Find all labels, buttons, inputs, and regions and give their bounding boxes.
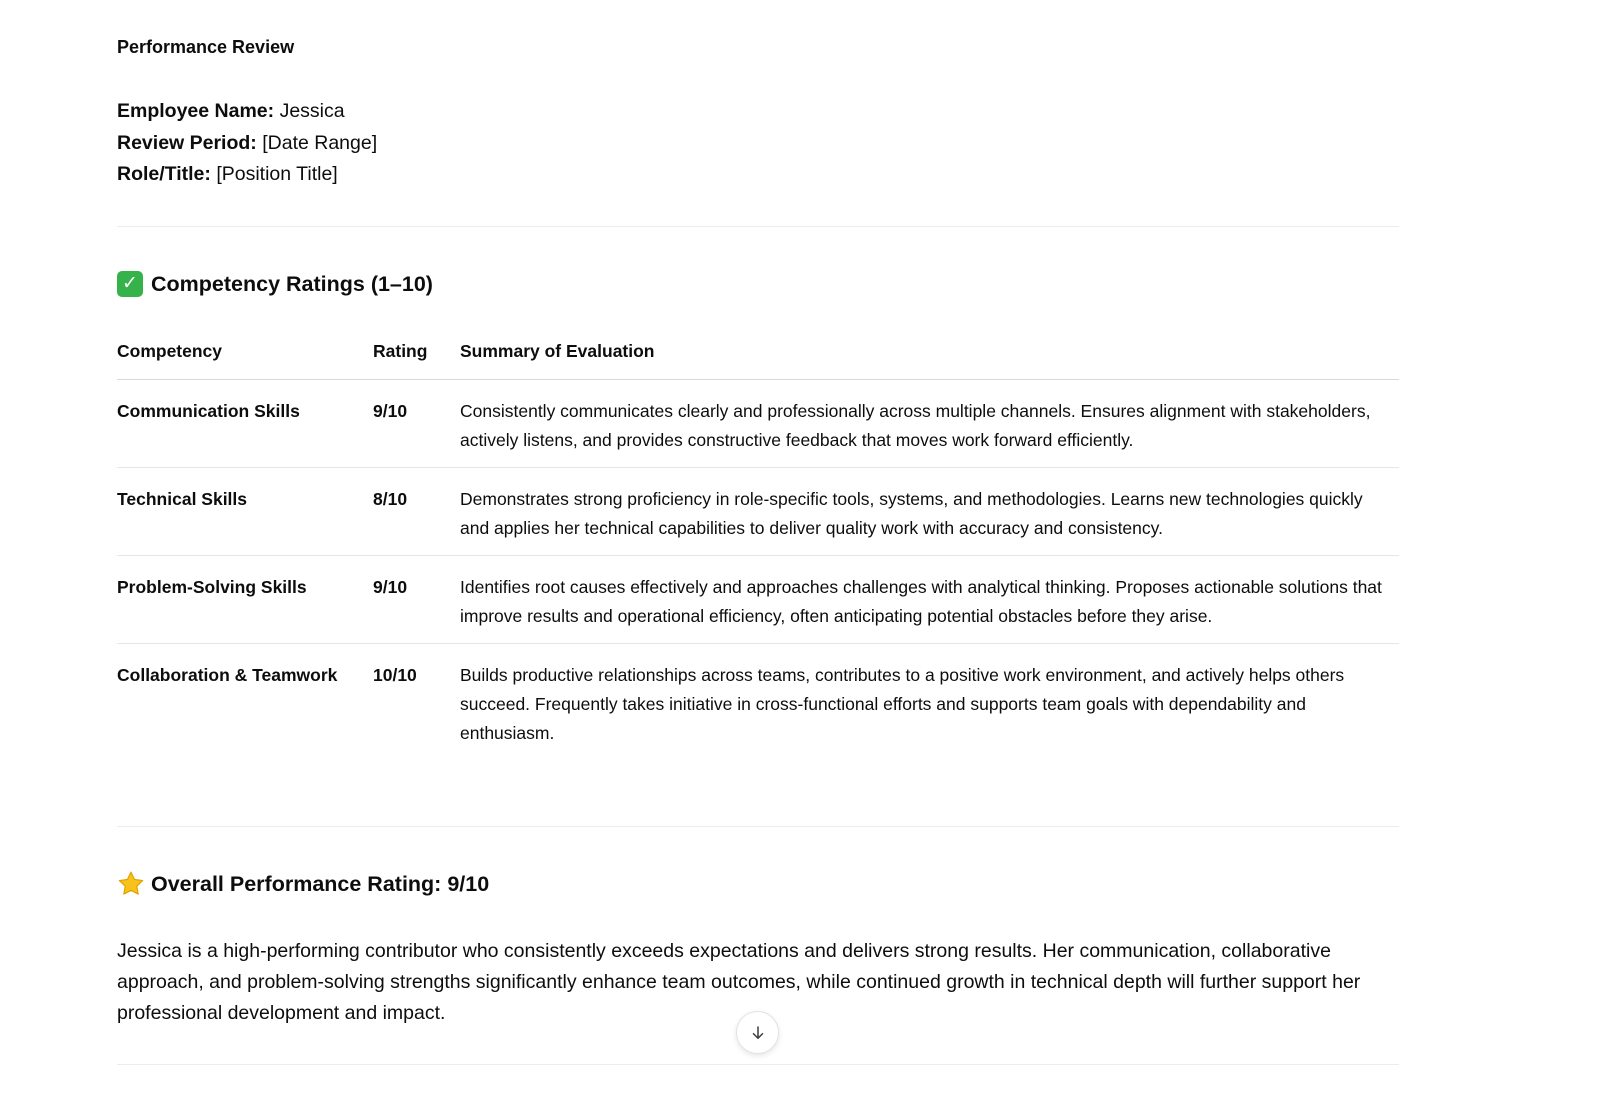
- table-row: [117, 379, 1399, 467]
- divider: [117, 826, 1399, 827]
- meta-review-period: [117, 128, 1399, 160]
- rating-cell: 10/10: [373, 664, 417, 685]
- rating-cell: 8/10: [373, 467, 460, 555]
- table-row: [117, 643, 1399, 760]
- overall-summary-paragraph: Jessica is a high-performing contributor who consistently exceeds expectations and delivers strong results. Her communication, collaborative approach, and problem-solving strengths significantly enhance team outcomes, while continued growth in technical depth will further support her professional development and impact.: [117, 939, 1361, 1024]
- meta-label: Role/Title:: [117, 163, 211, 185]
- competency-cell: Problem-Solving Skills: [117, 555, 373, 643]
- table-row: [117, 467, 1399, 555]
- arrow-down-icon: [749, 1024, 767, 1042]
- rating-cell: 9/10: [373, 555, 460, 643]
- meta-value: [Date Range]: [262, 131, 378, 154]
- star-icon: [117, 870, 145, 898]
- employee-meta: [117, 96, 1399, 191]
- document-title: Performance Review: [117, 37, 295, 57]
- meta-value: Jessica: [279, 100, 345, 122]
- competency-cell: Communication Skills: [117, 379, 373, 467]
- column-header-competency: Competency: [117, 339, 373, 380]
- summary-cell: Demonstrates strong proficiency in role-specific tools, systems, and methodologies. Learns new technologies quickly and applies her technical capabilities to deliver quality work with accuracy and consistency.: [460, 467, 1399, 555]
- summary-cell: Builds productive relationships across teams, contributes to a positive work environment, and actively helps others succeed. Frequently takes initiative in cross-functional efforts and supports team goals with dependability and enthusiasm.: [460, 664, 1345, 743]
- scroll-to-bottom-button[interactable]: [736, 1011, 779, 1054]
- meta-role-title: [117, 159, 1399, 191]
- check-mark-button-icon: ✓: [117, 271, 143, 297]
- overall-heading-text: Overall Performance Rating: 9/10: [151, 871, 490, 896]
- summary-cell: Consistently communicates clearly and professionally across multiple channels. Ensures alignment with stakeholders, actively listens, and provides constructive feedback that moves work forward efficiently.: [460, 379, 1399, 467]
- meta-value: [Position Title]: [216, 163, 338, 185]
- review-document: [117, 34, 1399, 1065]
- divider: [117, 1064, 1399, 1065]
- competency-cell: Technical Skills: [117, 467, 373, 555]
- column-header-summary: Summary of Evaluation: [460, 339, 1399, 380]
- competency-cell: Collaboration & Teamwork: [117, 664, 338, 685]
- competency-heading: [117, 269, 1399, 299]
- meta-label: Employee Name:: [117, 100, 275, 122]
- competency-table: [117, 339, 1399, 760]
- table-header-row: [117, 339, 1399, 380]
- summary-cell: Identifies root causes effectively and approaches challenges with analytical thinking. Proposes actionable solutions that improve results and operational efficiency, often anticipating potential obstacles before they arise.: [460, 555, 1399, 643]
- meta-label: Review Period:: [117, 131, 257, 154]
- competency-heading-text: Competency Ratings (1–10): [151, 271, 433, 296]
- meta-employee-name: [117, 96, 1399, 128]
- overall-heading: [117, 869, 1399, 899]
- rating-cell: 9/10: [373, 379, 460, 467]
- column-header-rating: Rating: [373, 339, 460, 380]
- divider: [117, 226, 1399, 227]
- table-row: [117, 555, 1399, 643]
